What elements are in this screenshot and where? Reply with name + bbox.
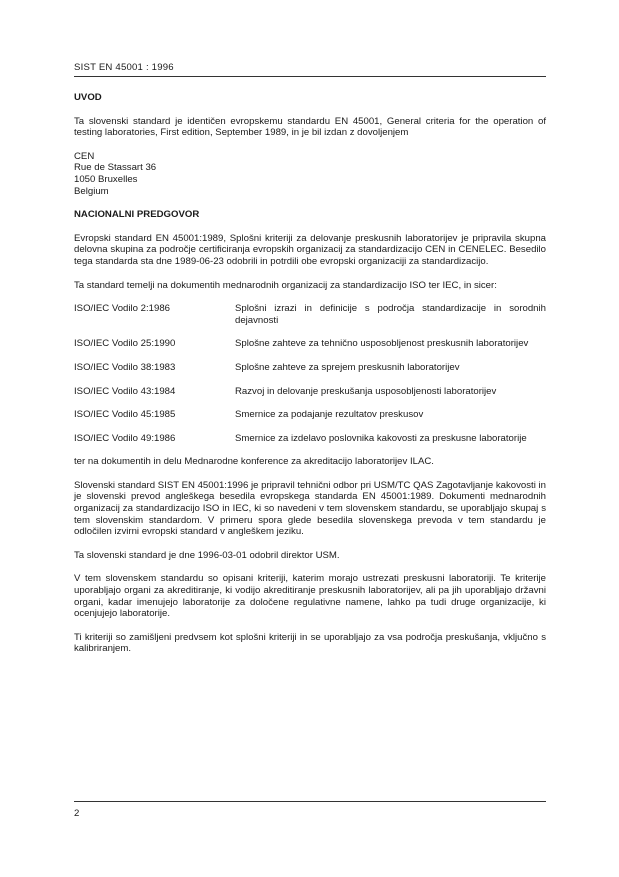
predgovor-paragraph-5: Ta slovenski standard je dne 1996-03-01 odobril direktor USM.	[74, 549, 340, 561]
guide-row	[74, 433, 546, 445]
guide-desc: Splošni izrazi in definicije s področja standardizacije in sorodnih dejavnosti	[235, 303, 546, 326]
uvod-paragraph: Ta slovenski standard je identičen evropskemu standardu EN 45001, General criteria for the operation of testing laboratories, First edition, September 1989, in je bil izdan z dovoljenjem	[74, 115, 546, 139]
predgovor-paragraph-3: ter na dokumentih in delu Mednarodne konference za akreditacijo laboratorijev ILAC.	[74, 456, 434, 468]
guide-desc: Smernice za podajanje rezultatov preskusov	[235, 409, 424, 421]
footer-rule	[74, 801, 546, 802]
guide-desc: Smernice za izdelavo poslovnika kakovosti za preskusne laboratorije	[235, 432, 527, 444]
guide-list	[74, 303, 546, 444]
predgovor-paragraph-2: Ta standard temelji na dokumentih mednarodnih organizacij za standardizacijo ISO ter IEC, in sicer:	[74, 279, 497, 291]
page-content	[74, 92, 546, 655]
header-rule	[74, 76, 546, 77]
guide-desc: Splošne zahteve za tehnično usposobljenost preskusnih laboratorijev	[235, 338, 529, 350]
address-line: 1050 Bruxelles	[74, 173, 138, 185]
guide-ref: ISO/IEC Vodilo 38:1983	[74, 361, 176, 373]
guide-desc: Splošne zahteve za sprejem preskusnih laboratorijev	[235, 361, 460, 373]
guide-row	[74, 386, 546, 398]
guide-desc: Razvoj in delovanje preskušanja usposobljenosti laboratorijev	[235, 385, 497, 397]
guide-ref: ISO/IEC Vodilo 49:1986	[74, 432, 176, 444]
address-line: Belgium	[74, 185, 109, 197]
document-id-header: SIST EN 45001 : 1996	[74, 62, 174, 73]
section-heading-predgovor: NACIONALNI PREDGOVOR	[74, 209, 200, 221]
guide-row	[74, 362, 546, 374]
guide-row	[74, 409, 546, 421]
guide-ref: ISO/IEC Vodilo 25:1990	[74, 338, 176, 350]
predgovor-paragraph-4: Slovenski standard SIST EN 45001:1996 je pripravil tehnični odbor pri USM/TC QAS Zagotavljanje kakovosti in je slovenski prevod angleškega besedila evropskega standarda EN 45001:1989. Dokumenti mednarodnih organizacij za standardizacijo ISO in IEC, ki so navedeni v tem slovenskem standardu, se uporabljajo skupaj s tem slovenskim standardom. V primeru spora glede besedila slovenskega prevoda v tem standardu je odločilen izvirni evropski standard v angleškem jeziku.	[74, 479, 546, 538]
guide-row	[74, 338, 546, 350]
cen-address	[74, 151, 546, 197]
predgovor-paragraph-7: Ti kriteriji so zamišljeni predvsem kot splošni kriteriji in se uporabljajo za vsa področja preskušanja, vključno s kalibriranjem.	[74, 631, 546, 655]
guide-ref: ISO/IEC Vodilo 45:1985	[74, 409, 176, 421]
predgovor-paragraph-1: Evropski standard EN 45001:1989, Splošni kriteriji za delovanje preskusnih laboratorijev je pripravila skupna delovna skupina za področje certificiranja evropskih organizacij za standardizacijo CEN in CENELEC. Besedilo tega standarda sta dne 1989-06-23 odobrili in potrdili obe evropski organizaciji za standardizacijo.	[74, 232, 546, 267]
document-page	[74, 0, 546, 877]
guide-ref: ISO/IEC Vodilo 43:1984	[74, 385, 176, 397]
address-line: Rue de Stassart 36	[74, 162, 157, 174]
predgovor-paragraph-6: V tem slovenskem standardu so opisani kriteriji, katerim morajo ustrezati preskusni laboratoriji. Te kriterije uporabljajo organi za akreditiranje, ki vodijo akreditiranje preskusnih laboratorijev, ali pa jih uporabljajo državni organi, kadar imenujejo laboratorije za določene regulativne namene, lahko pa tudi druge organizacije, ki ocenjujejo laboratorije.	[74, 573, 546, 620]
guide-ref: ISO/IEC Vodilo 2:1986	[74, 303, 170, 315]
section-heading-uvod: UVOD	[74, 92, 102, 103]
page-number: 2	[74, 808, 80, 819]
address-line: CEN	[74, 150, 95, 162]
guide-row	[74, 303, 546, 326]
